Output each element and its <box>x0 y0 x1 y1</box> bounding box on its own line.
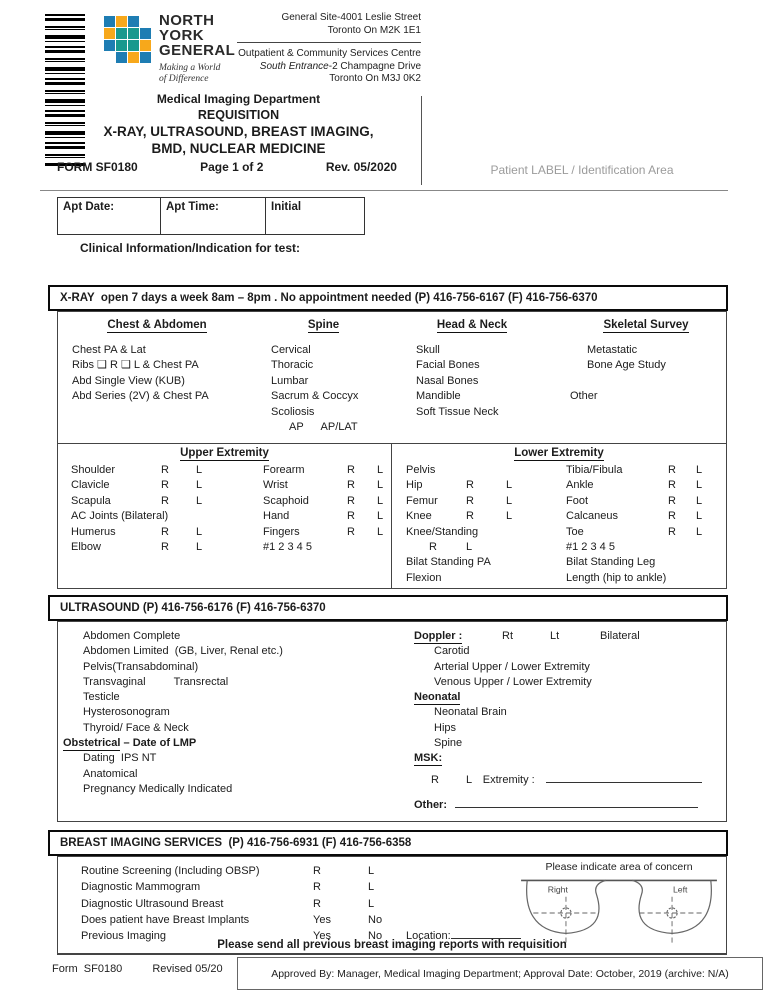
header-vertical-divider <box>421 96 422 185</box>
doppler-rt[interactable]: Rt <box>502 630 513 642</box>
obstetrical-heading: Obstetrical – Date of LMP <box>63 737 197 750</box>
form-title <box>57 92 420 174</box>
xray-option-row[interactable]: Femur R L <box>406 494 513 507</box>
us-other-row <box>414 797 714 813</box>
apt-date-cell[interactable]: Apt Date: <box>58 198 161 234</box>
general-site-address: General Site-4001 Leslie Street Toronto On M2K 1E1 <box>281 12 421 36</box>
breast-option-row[interactable]: Does patient have Breast Implants Yes No <box>81 913 383 926</box>
xray-exam-area <box>58 312 726 444</box>
xray-option-row[interactable]: Length (hip to ankle) <box>566 571 667 584</box>
lower-extremity-left <box>406 463 556 586</box>
xray-option-row[interactable]: Shoulder R L <box>71 464 203 476</box>
breast-rows <box>81 863 521 944</box>
neonatal-heading: Neonatal <box>414 691 461 704</box>
page-number: Page 1 of 2 <box>200 160 264 174</box>
xray-option-row[interactable]: Tibia/Fibula R L <box>566 464 703 476</box>
hospital-logo <box>104 13 235 84</box>
appointment-table <box>57 197 365 235</box>
breast-option-row[interactable]: Diagnostic Ultrasound Breast R L <box>81 897 375 910</box>
diagram-title: Please indicate area of concern <box>545 861 693 873</box>
us-option[interactable]: Carotid <box>434 645 470 658</box>
xray-option-ap[interactable]: AP <box>289 421 304 433</box>
modalities-line1: X-RAY, ULTRASOUND, BREAST IMAGING, <box>103 124 374 139</box>
us-option[interactable]: Testicle <box>83 691 120 704</box>
address-divider <box>237 42 421 43</box>
chest-abdomen-title: Chest & Abdomen <box>107 319 207 331</box>
xray-option[interactable]: Ribs ❑ R ❑ L & Chest PA <box>72 359 199 371</box>
xray-option[interactable]: Nasal Bones <box>416 374 479 387</box>
xray-option-row[interactable]: #1 2 3 4 5 <box>566 541 615 554</box>
skeletal-survey-title: Skeletal Survey <box>603 319 689 331</box>
msk-left[interactable]: L <box>466 773 472 786</box>
diagram-left-label: Left <box>672 884 688 895</box>
xray-option[interactable]: Mandible <box>416 390 461 402</box>
us-other-blank[interactable] <box>455 797 698 808</box>
doppler-bilateral[interactable]: Bilateral <box>600 630 640 642</box>
xray-option[interactable]: Facial Bones <box>416 359 480 371</box>
ultrasound-left-column <box>63 629 283 797</box>
us-option[interactable]: Transvaginal <box>83 675 146 688</box>
logo-quilt-icon <box>104 16 151 84</box>
location-blank[interactable] <box>451 928 521 939</box>
skeletal-survey-column <box>570 318 705 404</box>
footer-form-info <box>52 963 253 975</box>
xray-option-row[interactable]: Ankle R L <box>566 479 703 492</box>
footer-revised: Revised 05/20 <box>152 963 223 975</box>
head-neck-title: Head & Neck <box>436 319 508 331</box>
spine-column <box>271 318 376 436</box>
msk-right[interactable]: R <box>431 773 439 786</box>
approval-box: Approved By: Manager, Medical Imaging Department; Approval Date: October, 2019 (archive: N/A) <box>237 957 763 990</box>
xray-option-aplat[interactable]: AP/LAT <box>320 421 358 433</box>
us-option[interactable]: Anatomical <box>83 767 138 780</box>
xray-option-row[interactable]: Clavicle R L <box>71 479 203 492</box>
us-option[interactable]: Hysterosonogram <box>83 706 170 719</box>
xray-option-row[interactable]: Foot R L <box>566 494 703 507</box>
xray-option[interactable]: Abd Single View (KUB) <box>72 374 185 387</box>
ultrasound-section-header: ULTRASOUND (P) 416-756-6176 (F) 416-756-6370 <box>48 595 728 621</box>
upper-extremity-right <box>263 463 388 555</box>
xray-option-row[interactable]: Knee/Standing <box>406 525 479 538</box>
xray-option-row[interactable]: #1 2 3 4 5 <box>263 541 312 554</box>
msk-extremity-row <box>414 772 714 788</box>
xray-option-row[interactable]: Scapula R L <box>71 494 203 507</box>
breast-option-row[interactable]: Previous Imaging Yes No Location: <box>81 928 521 944</box>
department-title: Medical Imaging Department <box>156 92 321 106</box>
xray-option-row[interactable]: Toe R L <box>566 525 703 538</box>
us-option[interactable]: Arterial Upper / Lower Extremity <box>434 660 590 673</box>
us-option[interactable]: Spine <box>434 737 463 750</box>
xray-option[interactable]: Soft Tissue Neck <box>416 405 499 418</box>
footer-form-number: Form SF0180 <box>52 963 123 975</box>
diagram-right-label: Right <box>547 884 568 895</box>
xray-option-row[interactable]: Fingers R L <box>263 525 384 538</box>
modalities-line2: BMD, NUCLEAR MEDICINE <box>151 141 326 156</box>
outpatient-site-address: Outpatient & Community Services Centre South Entrance-2 Champagne Drive Toronto On M3J 0K2 <box>238 48 421 84</box>
extremity-blank[interactable] <box>546 772 702 783</box>
xray-option-row[interactable]: Knee R L <box>406 510 513 523</box>
xray-option-row[interactable]: Bilat Standing Leg <box>566 556 656 569</box>
header-rule <box>40 190 728 191</box>
doppler-heading: Doppler : <box>414 630 463 642</box>
us-option[interactable]: Neonatal Brain <box>434 706 507 719</box>
us-option[interactable]: Transrectal <box>173 675 229 688</box>
xray-option-row[interactable]: Pelvis <box>406 464 436 476</box>
xray-option[interactable]: Thoracic <box>271 359 314 371</box>
xray-option[interactable]: Lumbar <box>271 374 309 387</box>
requisition-title: REQUISITION <box>197 108 280 122</box>
extremity-divider <box>391 444 392 588</box>
spine-title: Spine <box>307 319 340 331</box>
patient-label-area: Patient LABEL / Identification Area <box>490 163 674 177</box>
clinical-info-label[interactable]: Clinical Information/Indication for test: <box>80 241 301 255</box>
xray-option-row[interactable]: AC Joints (Bilateral) <box>71 510 169 523</box>
xray-option[interactable]: Abd Series (2V) & Chest PA <box>72 390 209 402</box>
us-option[interactable]: Abdomen Limited (GB, Liver, Renal etc.) <box>83 645 283 658</box>
breast-option-row[interactable]: Diagnostic Mammogram R L <box>81 881 375 894</box>
us-option[interactable]: Pregnancy Medically Indicated <box>83 782 233 795</box>
xray-option[interactable]: Sacrum & Coccyx <box>271 390 359 402</box>
xray-option[interactable]: Cervical <box>271 343 311 356</box>
xray-option[interactable]: Skull <box>416 343 440 356</box>
breast-note: Please send all previous breast imaging reports with requisition <box>217 939 567 951</box>
chest-abdomen-column <box>72 318 242 405</box>
breast-section-header: BREAST IMAGING SERVICES (P) 416-756-6931 (F) 416-756-6358 <box>48 830 728 856</box>
xray-option-row[interactable]: Elbow R L <box>71 541 203 554</box>
hospital-tagline: Making a World of Difference <box>159 63 221 84</box>
doppler-row <box>414 629 714 644</box>
xray-option-row[interactable]: Hip R L <box>406 479 513 492</box>
lower-extremity-right <box>566 463 721 586</box>
apt-time-cell[interactable]: Apt Time: <box>161 198 266 234</box>
upper-extremity-title: Upper Extremity <box>180 447 269 459</box>
xray-option-row[interactable]: Scaphoid R L <box>263 494 384 507</box>
lower-extremity-title: Lower Extremity <box>514 447 604 459</box>
form-number: FORM SF0180 <box>57 160 138 174</box>
msk-heading: MSK: <box>414 752 443 765</box>
us-option[interactable]: Abdomen Complete <box>83 630 181 642</box>
hospital-name: NORTH YORK GENERAL <box>159 12 236 59</box>
us-option[interactable]: Thyroid/ Face & Neck <box>83 721 189 734</box>
upper-extremity-left <box>71 463 261 555</box>
us-option[interactable]: Pelvis(Transabdominal) <box>83 660 199 673</box>
breast-section-body <box>57 856 727 955</box>
xray-option-row[interactable]: Calcaneus R L <box>566 510 703 523</box>
form-meta-row <box>57 160 397 174</box>
site-addresses <box>237 12 421 86</box>
us-option[interactable]: Venous Upper / Lower Extremity <box>434 675 592 688</box>
xray-section-body <box>57 311 727 589</box>
xray-option-row[interactable]: Bilat Standing PA <box>406 556 491 569</box>
us-other-label: Other: <box>414 798 447 811</box>
xray-option-row[interactable]: Wrist R L <box>263 479 384 492</box>
xray-option[interactable]: Metastatic <box>587 343 638 356</box>
ultrasound-section-body <box>57 621 727 822</box>
xray-option-row[interactable]: Flexion <box>406 571 442 584</box>
extremity-area <box>58 444 726 588</box>
ultrasound-right-column <box>414 629 714 813</box>
xray-option[interactable]: Bone Age Study <box>587 359 666 371</box>
xray-option-other[interactable]: Other <box>570 389 598 402</box>
head-neck-column <box>416 318 528 420</box>
xray-section-header: X-RAY open 7 days a week 8am – 8pm . No appointment needed (P) 416-756-6167 (F) 416-756-6370 <box>48 285 728 311</box>
location-label: Location: <box>406 930 451 943</box>
xray-option-row[interactable]: Hand R L <box>263 510 384 523</box>
xray-option-row[interactable]: Humerus R L <box>71 525 203 538</box>
xray-option[interactable]: Scoliosis <box>271 405 315 418</box>
revision: Rev. 05/2020 <box>325 160 397 174</box>
xray-option-row[interactable]: R L <box>429 541 473 554</box>
us-option[interactable]: Hips <box>434 721 457 734</box>
doppler-lt[interactable]: Lt <box>550 630 560 642</box>
breast-option-row[interactable]: Routine Screening (Including OBSP) R L <box>81 865 375 877</box>
extremity-label: Extremity : <box>482 773 535 786</box>
xray-option[interactable]: Chest PA & Lat <box>72 343 146 356</box>
us-option[interactable]: Dating IPS NT <box>83 752 157 765</box>
apt-initial-cell[interactable]: Initial <box>271 201 302 213</box>
xray-option-row[interactable]: Forearm R L <box>263 464 384 476</box>
